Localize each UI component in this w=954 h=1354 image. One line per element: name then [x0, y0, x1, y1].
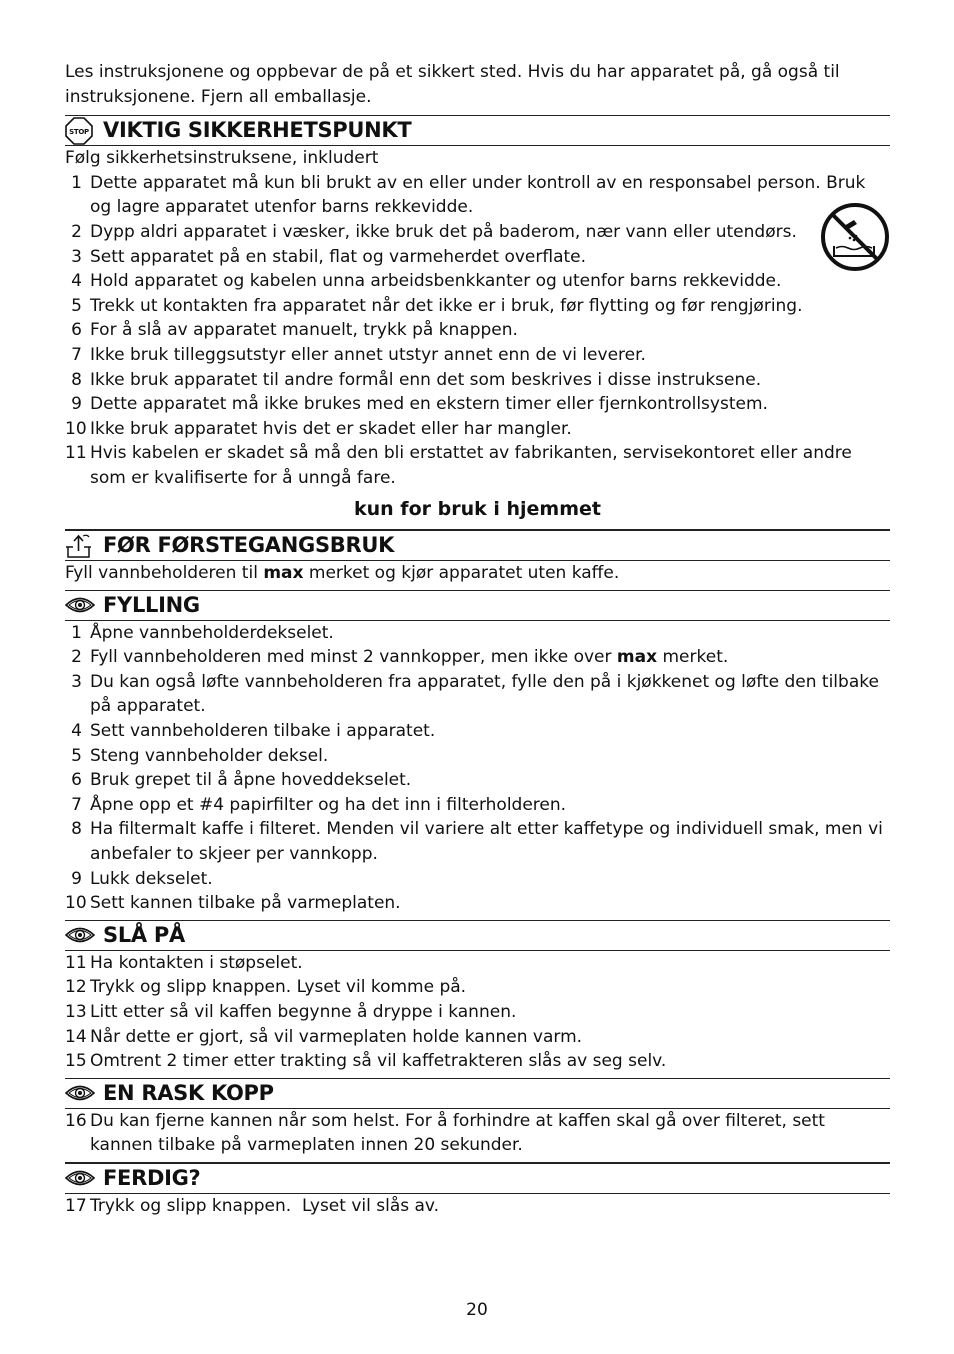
hand-lift-icon — [65, 533, 95, 559]
list-item: 2 Fyll vannbeholderen med minst 2 vannkopper, men ikke over max merket. — [71, 647, 729, 668]
list-item: 1 Åpne vannbeholderdekselet. — [71, 622, 334, 643]
eye-icon — [65, 592, 95, 618]
safety-list — [65, 171, 890, 491]
list-item: 11 Hvis kabelen er skadet så må den bli erstattet av fabrikanten, servisekontoret eller andre som er kvalifiserte for å unngå fare. — [65, 443, 852, 488]
done-list — [65, 1194, 890, 1219]
list-item: 6 Bruk grepet til å åpne hoveddekselet. — [71, 770, 412, 791]
list-item: 10 Sett kannen tilbake på varmeplaten. — [65, 893, 401, 914]
done-heading-label: FERDIG? — [103, 1166, 201, 1191]
list-item: 8 Ikke bruk apparatet til andre formål enn det som beskrives i disse instruksene. — [71, 369, 762, 390]
page-number: 20 — [466, 1300, 488, 1320]
first-use-heading — [65, 529, 890, 561]
list-item: 3 Du kan også løfte vannbeholderen fra apparatet, fylle den på i kjøkkenet og løfte den tilbake på apparatet. — [71, 671, 879, 717]
switch-on-heading — [65, 920, 890, 951]
quick-cup-heading-label: EN RASK KOPP — [103, 1080, 274, 1105]
safety-heading-label: VIKTIG SIKKERHETSPUNKT — [103, 118, 412, 143]
quick-cup-list — [65, 1109, 890, 1158]
switch-on-heading-label: SLÅ PÅ — [103, 923, 185, 948]
list-item: 3 Sett apparatet på en stabil, flat og varmeherdet overflate. — [71, 246, 587, 267]
filling-heading — [65, 590, 890, 621]
list-item: 7 Ikke bruk tilleggsutstyr eller annet utstyr annet enn de vi leverer. — [71, 344, 646, 365]
first-use-text: Fyll vannbeholderen til max merket og kjør apparatet uten kaffe. — [65, 563, 620, 584]
eye-icon — [65, 922, 95, 948]
list-item: 7 Åpne opp et #4 papirfilter og ha det inn i filterholderen. — [71, 794, 567, 815]
list-item: 14 Når dette er gjort, så vil varmeplaten holde kannen varm. — [65, 1026, 583, 1047]
list-item: 11 Ha kontakten i støpselet. — [65, 952, 303, 973]
intro-text: Les instruksjonene og oppbevar de på et sikkert sted. Hvis du har apparatet på, gå også til instruksjonene. Fjern all emballasje. — [65, 62, 840, 107]
manual-page — [65, 60, 890, 1219]
filling-heading-label: FYLLING — [103, 592, 200, 617]
safety-heading — [65, 115, 890, 146]
list-item: 5 Trekk ut kontakten fra apparatet når det ikke er i bruk, før flytting og før rengjøring. — [71, 295, 803, 316]
list-item: 1 Dette apparatet må kun bli brukt av en eller under kontroll av en responsabel person. Bruk og lagre apparatet utenfor barns rekkevidde. — [71, 172, 866, 218]
list-item: 13 Litt etter så vil kaffen begynne å dryppe i kannen. — [65, 1002, 517, 1022]
list-item: 4 Hold apparatet og kabelen unna arbeidsbenkkanter og utenfor barns rekkevidde. — [71, 271, 782, 292]
eye-icon — [65, 1080, 95, 1106]
list-item: 15 Omtrent 2 timer etter trakting så vil kaffetrakteren slås av seg selv. — [65, 1051, 667, 1072]
quick-cup-heading — [65, 1078, 890, 1109]
home-use-note: kun for bruk i hjemmet — [354, 497, 601, 520]
list-item: 9 Dette apparatet må ikke brukes med en ekstern timer eller fjernkontrollsystem. — [71, 394, 768, 415]
list-item: 2 Dypp aldri apparatet i væsker, ikke bruk det på baderom, nær vann eller utendørs. — [71, 221, 797, 242]
list-item: 16 Du kan fjerne kannen når som helst. For å forhindre at kaffen skal gå over filteret, sett kannen tilbake på varmeplaten innen 20 sekunder. — [65, 1110, 825, 1156]
first-use-heading-label: FØR FØRSTEGANGSBRUK — [103, 533, 395, 558]
list-item: 4 Sett vannbeholderen tilbake i apparatet. — [71, 721, 436, 742]
list-item: 12 Trykk og slipp knappen. Lyset vil komme på. — [65, 977, 467, 998]
safety-subtitle: Følg sikkerhetsinstruksene, inkludert — [65, 148, 379, 169]
list-item: 10 Ikke bruk apparatet hvis det er skadet eller har mangler. — [65, 418, 572, 439]
list-item: 17 Trykk og slipp knappen. Lyset vil slås av. — [65, 1195, 440, 1216]
no-water-icon — [820, 202, 890, 272]
list-item: 6 For å slå av apparatet manuelt, trykk på knappen. — [71, 320, 518, 341]
list-item: 5 Steng vannbeholder deksel. — [71, 745, 329, 766]
filling-list — [65, 621, 890, 916]
list-item: 8 Ha filtermalt kaffe i filteret. Menden vil variere alt etter kaffetype og individuell smak, men vi anbefaler to skjeer per vannkopp. — [71, 819, 883, 865]
switch-on-list — [65, 951, 890, 1074]
list-item: 9 Lukk dekselet. — [71, 868, 213, 889]
stop-sign-icon — [65, 118, 95, 144]
eye-icon — [65, 1165, 95, 1191]
done-heading — [65, 1162, 890, 1194]
stop-sign-label: STOP — [69, 127, 89, 136]
